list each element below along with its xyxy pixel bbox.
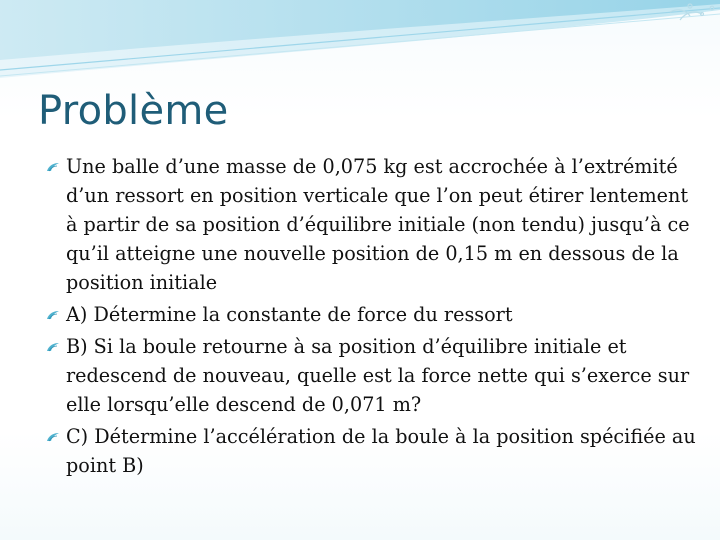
wing-bullet-icon	[46, 342, 60, 352]
bullet-list	[46, 152, 696, 483]
decorative-waves-header	[0, 0, 720, 90]
wing-bullet-icon	[46, 432, 60, 442]
bullet-item	[46, 422, 696, 480]
wing-bullet-icon	[46, 310, 60, 320]
slide-title: Problème	[38, 88, 229, 134]
bullet-text: C) Détermine l’accélération de la boule à la position spécifiée au point B)	[66, 425, 696, 477]
wing-bullet-icon	[46, 162, 60, 172]
bullet-item	[46, 300, 696, 329]
bullet-text: Une balle d’une masse de 0,075 kg est accrochée à l’extrémité d’un ressort en position verticale que l’on peut étirer lentement à partir de sa position d’équilibre initiale (non tendu) jusqu’à ce qu’il atteigne une nouvelle position de 0,15 m en dessous de la position initiale	[66, 155, 690, 294]
bullet-item	[46, 332, 696, 419]
bullet-item	[46, 152, 696, 297]
bullet-text: A) Détermine la constante de force du ressort	[66, 303, 513, 326]
bullet-text: B) Si la boule retourne à sa position d’équilibre initiale et redescend de nouveau, quelle est la force nette qui s’exerce sur elle lorsqu’elle descend de 0,071 m?	[66, 335, 690, 416]
